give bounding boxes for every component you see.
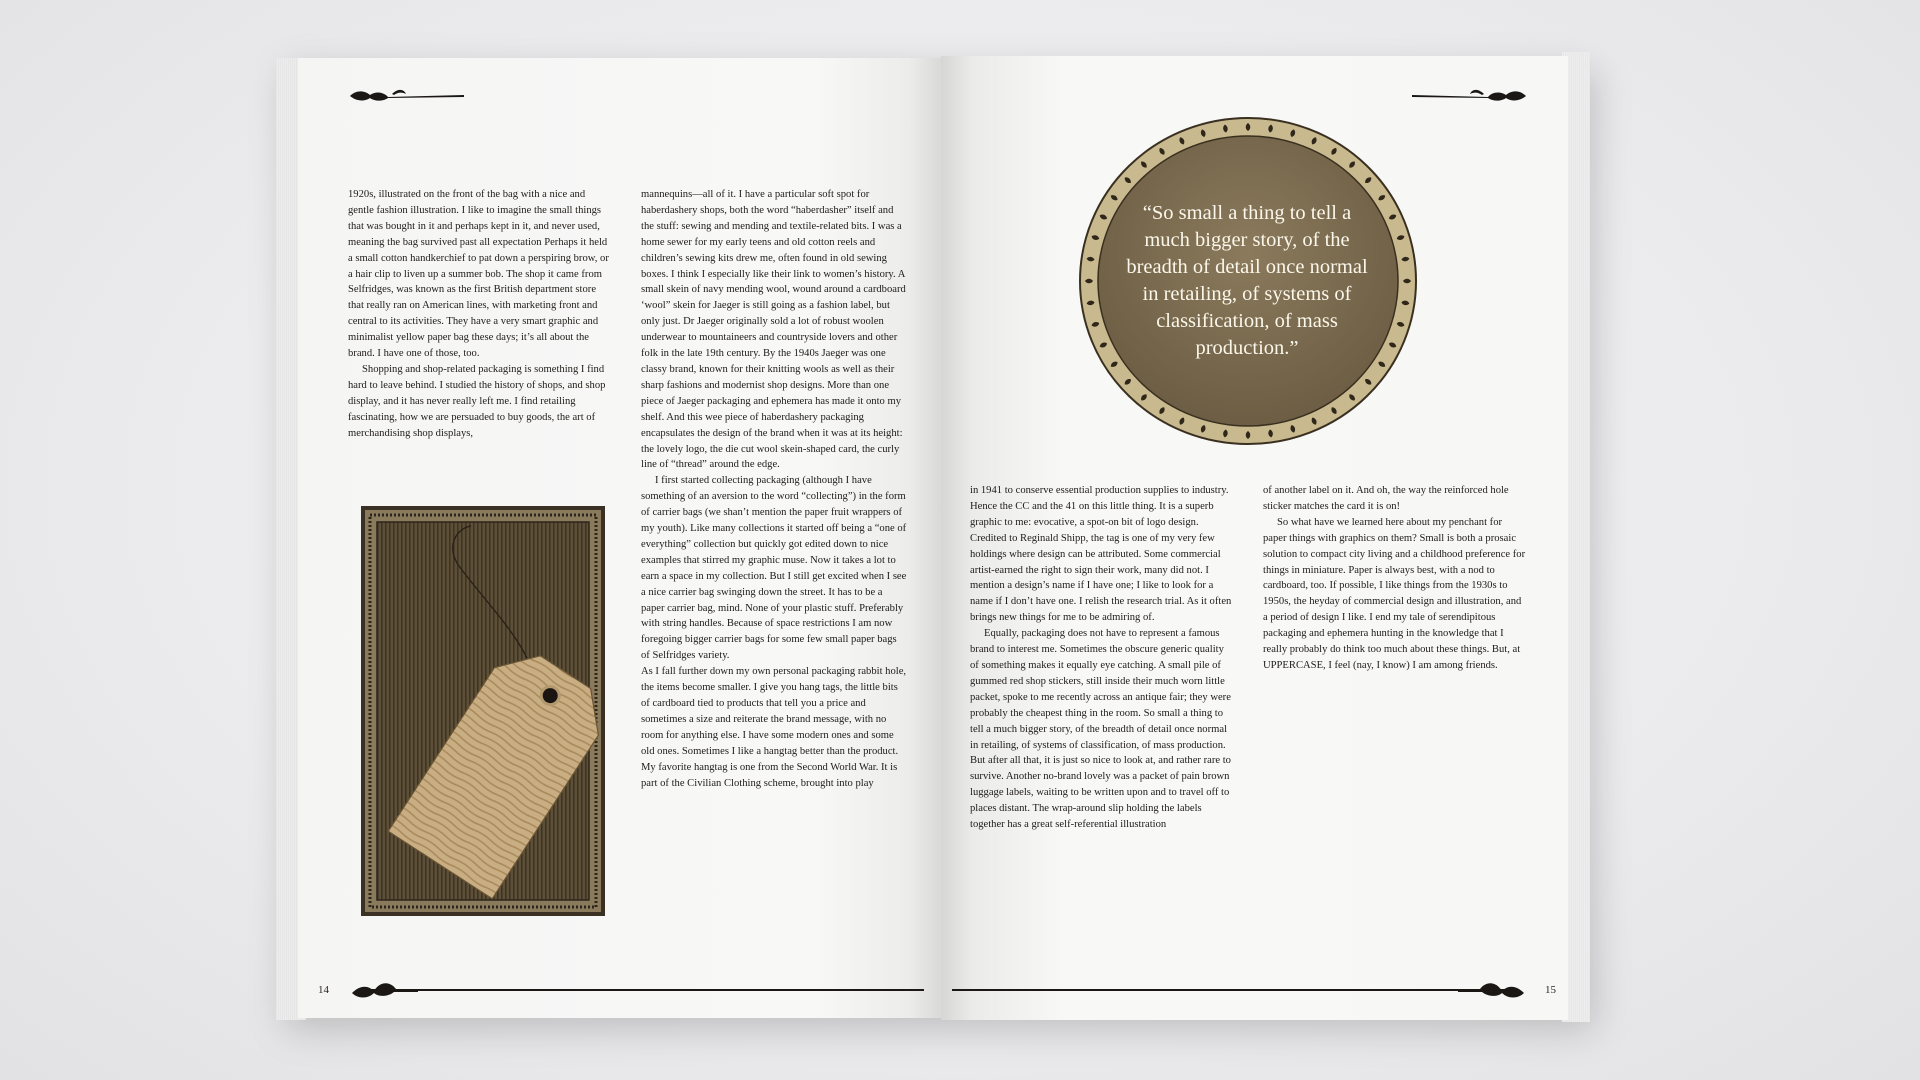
right-col1-paragraph-1: in 1941 to conserve essential production supplies to industry. Hence the CC and the 41 on this little thing. It is a superb graphic to me: evocative, a spot-on bit of logo design. Credited to Reginald Shipp, the tag is one of my very few holdings where design can be attributed. Some commercial artist-earned the right to sign their work, many did not. I mention a design’s name if I have one; I like to look for a name if I don’t have one. I relish the research trial. As it often brings new things for me to be admiring of. xyxy=(970,485,1232,624)
right-col1-paragraph-2: Equally, packaging does not have to represent a famous brand to interest me. Sometimes the obscure generic quality of something makes it equally eye catching. A small pile of gummed red shop stickers, still inside their much worn little packet, spoke to me recently across an antique fair; they were probably the cheapest thing in the room. So small a thing to tell a much bigger story, of the breadth of detail once normal in retailing, of systems of classification, of mass production. But after all that, it is just so nice to look at, and rather rare to survive. Another no-brand lovely was a packet of pain brown luggage labels, waiting to be written upon and to travel off to places distant. The wrap-around slip holding the labels together has a great self-referential illustration xyxy=(970,628,1231,831)
right-page-number: 15 xyxy=(1545,984,1556,996)
hang-tag-illustration xyxy=(361,506,605,916)
right-column-2 xyxy=(1263,483,1527,674)
bottom-right-ornament-icon xyxy=(1456,977,1526,1003)
left-col1-paragraph-2: Shopping and shop-related packaging is something I find hard to leave behind. I studied the history of shops, and shop display, and it has never really left me. I find retailing fascinating, how we are persuaded to buy goods, the art of merchandising shop displays, xyxy=(348,363,606,439)
left-col2-paragraph-3: As I fall further down my own personal packaging rabbit hole, the items become smaller. I give you hang tags, the little bits of cardboard tied to products that tell you a price and sometimes a size and reiterate the brand message, with no room for anything else. I have some modern ones and some old ones. Sometimes I like a hangtag better than the product. My favorite hangtag is one from the Second World War. It is part of the Civilian Clothing scheme, brought into play xyxy=(641,666,907,789)
bottom-left-ornament-icon xyxy=(350,977,420,1003)
left-col2-paragraph-1: mannequins—all of it. I have a particular soft spot for haberdashery shops, both the word “haberdasher” itself and the stuff: sewing and mending and textile-related bits. I was a home sewer for my early teens and old cotton reels and children’s sewing kits drew me, often found in old sewing boxes. I think I especially like their link to women’s history. A small skein of navy mending wool, wound around a cardboard ‘wool” skein for Jaeger is still going as a fashion label, but only just. Dr Jaeger originally sold a lot of robust woolen underwear to mountaineers and countryside lovers and other folk in the late 19th century. By the 1940s Jaeger was one classy brand, known for their knitting wools as well as their sharp fashions and modernist shop designs. More than one piece of Jaeger packaging and ephemera has made it onto my shelf. And this wee piece of haberdashery packaging encapsulates the design of the brand when it was at its height: the lovely logo, the die cut wool skein-shaped card, the curly line of “thread” around the edge. xyxy=(641,189,906,471)
left-page-number: 14 xyxy=(318,984,329,996)
left-footer-rule xyxy=(360,989,924,991)
left-col2-paragraph-2: I first started collecting packaging (although I have something of an aversion to the word “collecting”) in the form of carrier bags (we shan’t mention the paper fruit wrappers of my youth). Like many collections it started off being a “one of everything” collection but quickly got edited down to nice examples that stirred my graphic muse. Now it takes a lot to earn a space in my collection. But I still get excited when I see a nice carrier bag swinging down the street. It has to be a paper carrier bag, mind. None of your plastic stuff. Preferably with string handles. Because of space restrictions I am now foregoing bigger carrier bags for some few small paper bags of Selfridges variety. xyxy=(641,475,907,662)
pull-quote: “So small a thing to tell a much bigger story, of the breadth of detail once normal in retailing, of systems of classification, of mass production.” xyxy=(1126,202,1368,359)
right-col2-paragraph-2: So what have we learned here about my penchant for paper things with graphics on them? Small is both a prosaic solution to compact city living and a childhood preference for things in miniature. Paper is always best, with a nod to cardboard, too. If possible, I like things from the 1930s to 1950s, the heyday of commercial design and illustration, and a period of design I like. I end my tale of serendipitous packaging and ephemera hunting in the knowledge that I really probably do think too much about these things. But, at UPPERCASE, I feel (nay, I know) I am among friends. xyxy=(1263,516,1526,671)
left-column-2 xyxy=(641,187,907,791)
right-col2-paragraph-1: of another label on it. And oh, the way the reinforced hole sticker matches the card it is on! xyxy=(1263,485,1509,512)
top-right-ornament-icon xyxy=(1408,86,1528,106)
left-col1-paragraph-1: 1920s, illustrated on the front of the bag with a nice and gentle fashion illustration. I like to imagine the small things that was bought in it and perhaps kept in it, and never used, meaning the bag survived past all expectation Perhaps it held a small cotton handkerchief to pat down a perspiring brow, or a hair clip to liven up a summer bob. The shop it came from Selfridges, was known as the first British department store that really ran on American lines, with marketing front and central to its activities. They have a very smart graphic and minimalist yellow paper bag these days; it’s all about the brand. I have one of those, too. xyxy=(348,189,609,360)
right-column-1 xyxy=(970,483,1232,833)
top-left-ornament-icon xyxy=(348,86,468,106)
left-column-1 xyxy=(348,187,612,442)
right-footer-rule xyxy=(952,989,1512,991)
